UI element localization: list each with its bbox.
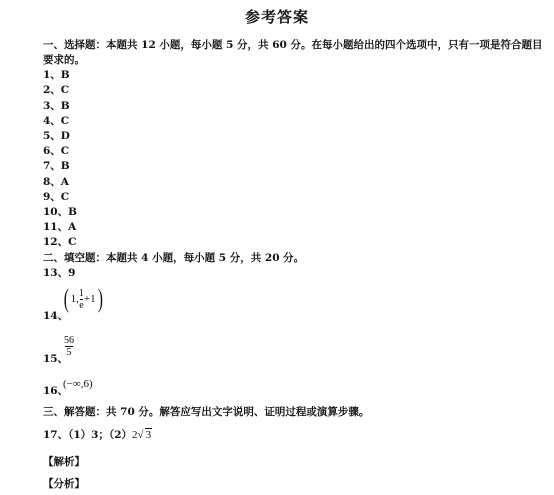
answer-16-label: 16、	[43, 385, 69, 397]
answer-11: 11、A	[43, 221, 77, 233]
answer-7: 7、B	[43, 160, 70, 172]
q17-coef: 2	[132, 429, 138, 441]
answer-9: 9、C	[43, 191, 70, 203]
answer-1: 1、B	[43, 69, 70, 81]
answer-12: 12、C	[43, 236, 77, 248]
left-paren: (	[63, 284, 69, 313]
right-paren: )	[97, 284, 103, 313]
q17-text: 17、（1）3；（2）	[43, 429, 133, 441]
analysis-label: 【解析】	[43, 456, 85, 468]
q14-prefix: 1,	[70, 293, 79, 305]
answer-10: 10、B	[43, 206, 77, 218]
answer-13: 13、9	[43, 267, 76, 279]
analysis-sub-label: 【分析】	[43, 478, 85, 490]
answer-14-expr	[62, 286, 104, 312]
section3-heading: 三、解答题：共 70 分。解答应写出文字说明、证明过程或演算步骤。	[43, 406, 370, 418]
answer-5: 5、D	[43, 130, 70, 142]
answer-8: 8、A	[43, 176, 69, 188]
q17-radicand: 3	[145, 429, 152, 441]
answer-6: 6、C	[43, 145, 70, 157]
answer-2: 2、C	[43, 84, 70, 96]
answer-15-expr	[64, 335, 74, 358]
answer-3: 3、B	[43, 100, 70, 112]
q14-suffix: +1	[83, 293, 96, 305]
answer-16-expr: (−∞,6)	[63, 378, 93, 390]
q15-fraction	[64, 335, 74, 358]
q15-frac-num: 56	[64, 335, 74, 346]
q14-frac-den: e	[79, 299, 84, 311]
section1-heading-cont: 要求的。	[43, 54, 85, 66]
q17-radical-expr: 2√ 3	[132, 429, 152, 441]
q14-frac-num: 1	[78, 287, 84, 299]
q15-frac-den: 5	[66, 347, 72, 358]
answer-4: 4、C	[43, 115, 70, 127]
answer-14-label: 14、	[43, 310, 69, 322]
section1-heading: 一、选择题：本题共 12 小题，每小题 5 分，共 60 分。在每小题给出的四个选项中，只有一项是符合题目	[43, 39, 543, 51]
page-title: 参考答案	[244, 8, 309, 26]
answer-15-label: 15、	[43, 353, 69, 365]
answer-17	[43, 428, 152, 442]
section2-heading: 二、填空题：本题共 4 小题，每小题 5 分，共 20 分。	[43, 252, 305, 264]
